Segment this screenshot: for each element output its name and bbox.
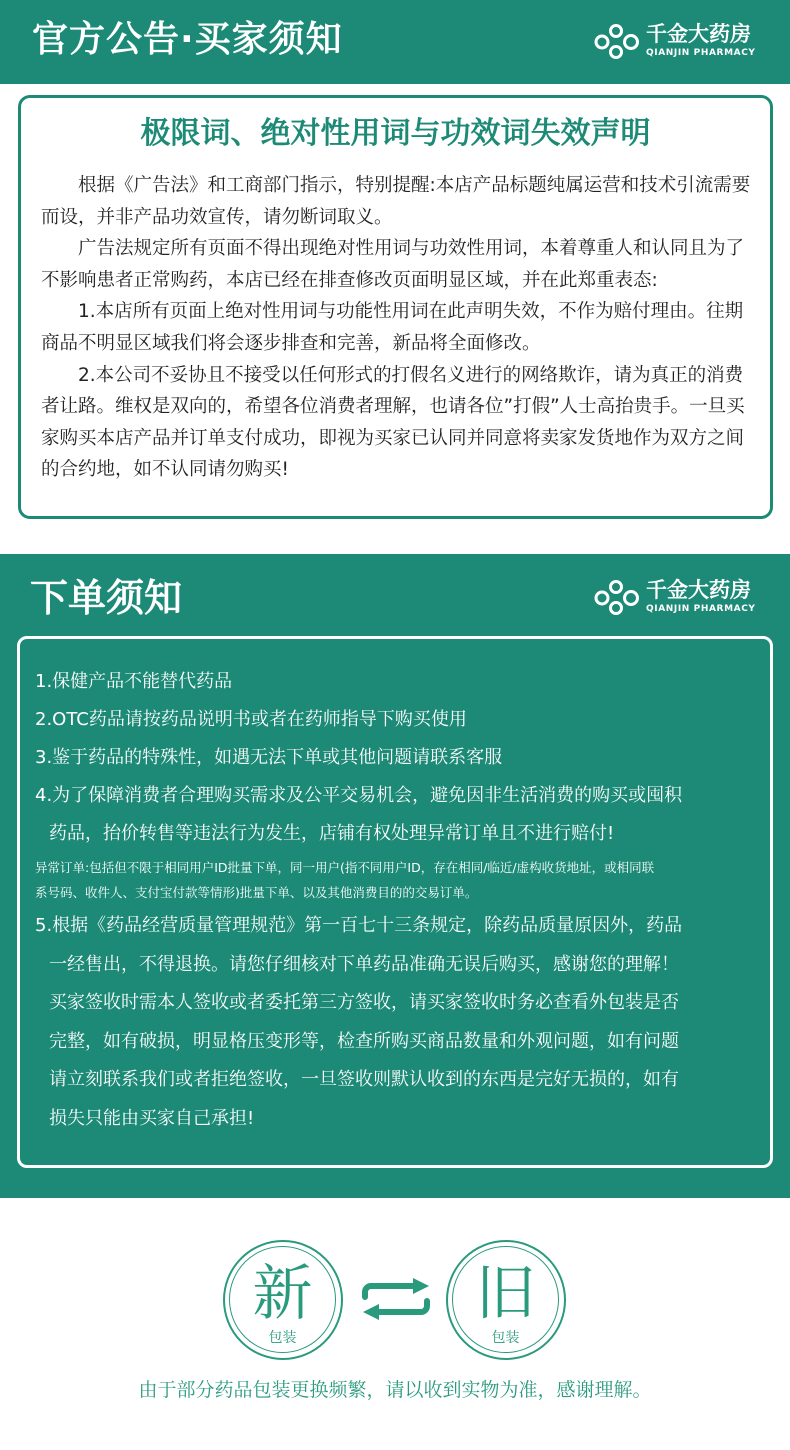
- brand-logo: [594, 20, 764, 64]
- list-item-text: 买家签收时需本人签收或者委托第三方签收，请买家签收时务必查看外包装是否: [49, 992, 679, 1013]
- brand-subtitle: QIANJIN PHARMACY: [646, 48, 756, 58]
- list-item-text: 完整，如有破损，明显格压变形等，检查所购买商品数量和外观问题，如有问题: [49, 1030, 679, 1052]
- pharmacy-logo-icon: [594, 22, 640, 62]
- disclaimer-paragraph: 广告法规定所有页面不得出现绝对性用词与功效性用词，本着尊重人和认同且为了不影响患者正常购药，本店已经在排查修改页面明显区域，并在此郑重表态:: [41, 238, 745, 291]
- abnormal-order-note: [35, 855, 760, 905]
- order-notice-list: [35, 663, 760, 1138]
- list-item-continuation: [35, 1100, 760, 1139]
- notice-header-bar: [0, 0, 790, 84]
- new-char: 新: [252, 1259, 313, 1329]
- brand-name: 千金大药房: [646, 22, 751, 46]
- list-item-continuation: [35, 984, 760, 1023]
- list-item-continuation: [35, 1023, 760, 1062]
- note-line: 系号码、收件人、支付宝付款等情形)批量下单、以及其他消费目的的交易订单。: [35, 885, 478, 900]
- order-notice-title: 下单须知: [30, 576, 183, 620]
- brand-name: 千金大药房: [646, 578, 751, 602]
- list-item: 2.OTC药品请按药品说明书或者在药师指导下购买使用: [35, 709, 467, 730]
- old-label: 包装: [491, 1330, 520, 1346]
- disclaimer-paragraph: 2.本公司不妥协且不接受以任何形式的打假名义进行的网络欺诈，请为真正的消费者让路。维权是双向的，希望各位消费者理解，也请各位”打假”人士高抬贵手。一旦买家购买本店产品并订单支付成功，即视为买家已认同并同意将卖家发货地作为双方之间的合约地，如不认同请勿购买!: [41, 364, 745, 481]
- disclaimer-body: [41, 170, 753, 486]
- disclaimer-paragraph: 1.本店所有页面上绝对性用词与功能性用词在此声明失效，不作为赔付理由。往期商品不明显区域我们将会逐步排查和完善，新品将全面修改。: [41, 301, 744, 354]
- old-char: 旧: [475, 1259, 536, 1329]
- disclaimer-heading: 极限词、绝对性用词与功效词失效声明: [140, 116, 651, 151]
- list-item-text: 损失只能由买家自己承担!: [49, 1107, 255, 1129]
- note-line: 异常订单:包括但不限于相同用户ID批量下单，同一用户(指不同用户ID，存在相同/临近/虚构收货地址，或相同联: [35, 860, 655, 875]
- pharmacy-logo-icon: [594, 578, 640, 618]
- list-item-text: 请立刻联系我们或者拒绝签收，一旦签收则默认收到的东西是完好无损的，如有: [49, 1069, 679, 1090]
- list-item: 3.鉴于药品的特殊性，如遇无法下单或其他问题请联系客服: [35, 747, 503, 768]
- list-item-text: 一经售出，不得退换。请您仔细核对下单药品准确无误后购买，感谢您的理解！: [49, 953, 679, 975]
- order-notice-box: [17, 636, 773, 1168]
- new-label: 包装: [268, 1330, 297, 1346]
- list-item: 5.根据《药品经营质量管理规范》第一百七十三条规定，除药品质量原因外，药品: [35, 915, 683, 936]
- swap-arrows-icon: [357, 1278, 435, 1320]
- list-item: 1.保健产品不能替代药品: [35, 671, 233, 692]
- disclaimer-box: [18, 95, 773, 519]
- old-package-badge: [446, 1240, 566, 1360]
- list-item-continuation: [35, 1061, 760, 1100]
- new-package-badge: [223, 1240, 343, 1360]
- brand-logo: [594, 576, 764, 620]
- packaging-footer-note: 由于部分药品包装更换频繁，请以收到实物为准，感谢理解。: [138, 1379, 652, 1401]
- list-item-text: 药品，抬价转售等违法行为发生，店铺有权处理异常订单且不进行赔付!: [49, 823, 615, 844]
- list-item-continuation: [35, 815, 760, 853]
- brand-subtitle: QIANJIN PHARMACY: [646, 604, 756, 614]
- list-item-continuation: [35, 946, 760, 985]
- list-item: 4.为了保障消费者合理购买需求及公平交易机会，避免因非生活消费的购买或囤积: [35, 785, 683, 806]
- notice-header-title: 官方公告·买家须知: [32, 19, 343, 60]
- disclaimer-paragraph: 根据《广告法》和工商部门指示，特别提醒:本店产品标题纯属运营和技术引流需要而设，并非产品功效宣传，请勿断词取义。: [41, 175, 751, 228]
